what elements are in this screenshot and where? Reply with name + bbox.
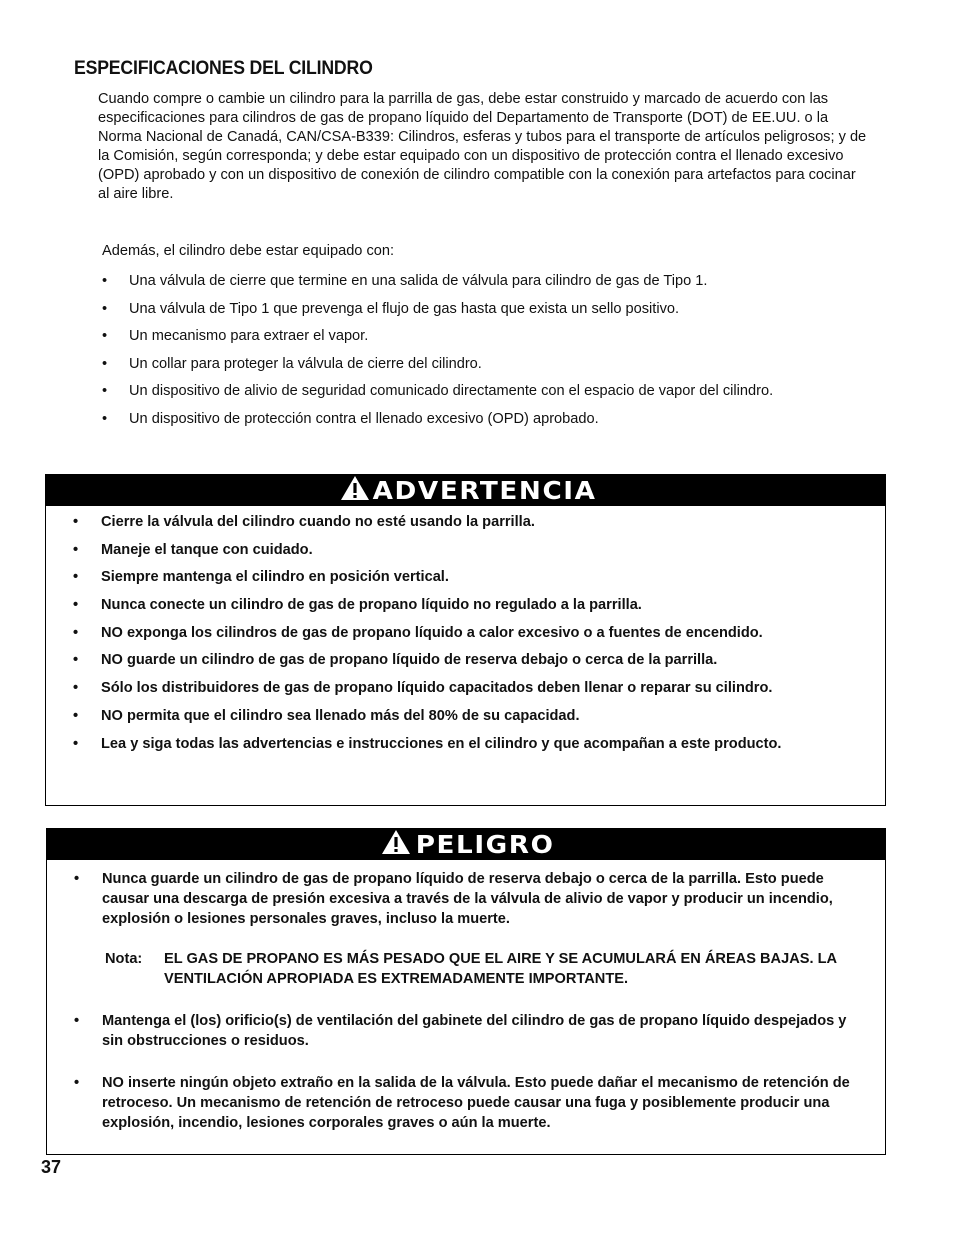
section-title: ESPECIFICACIONES DEL CILINDRO: [74, 58, 373, 79]
warning-triangle-icon: [340, 475, 370, 506]
list-item: • Cierre la válvula del cilindro cuando no esté usando la parrilla.: [73, 514, 535, 530]
list-item: • Mantenga el (los) orificio(s) de ventilación del gabinete del cilindro de gas de propano líquido despejados y sin obstrucciones o residuos.: [74, 1013, 847, 1049]
list-item: • Un dispositivo de protección contra el llenado excesivo (OPD) aprobado.: [102, 410, 599, 427]
list-item: • Una válvula de cierre que termine en una salida de válvula para cilindro de gas de Tipo 1.: [102, 273, 708, 289]
list-item: • Un mecanismo para extraer el vapor.: [102, 328, 369, 344]
advertencia-box: [45, 474, 886, 806]
page-number: 37: [41, 1157, 62, 1177]
list-item: • NO exponga los cilindros de gas de propano líquido a calor excesivo o a fuentes de encendido.: [73, 624, 763, 641]
list-item: • Un collar para proteger la válvula de cierre del cilindro.: [102, 355, 482, 372]
list-item: • Un dispositivo de alivio de seguridad comunicado directamente con el espacio de vapor del cilindro.: [102, 383, 774, 399]
equipment-list: [102, 272, 892, 437]
peligro-box: [46, 828, 886, 1155]
advertencia-banner: [46, 475, 885, 506]
intro-paragraph: Cuando compre o cambie un cilindro para la parrilla de gas, debe estar construido y marcado de acuerdo con las especificaciones para cilindros de gas de propano líquido del Departamento de Transporte (DOT) de EE.UU. o la Norma Nacional de Canadá, CAN/CSA-B339: Cilindros, esferas y tubos para el transporte de artículos peligrosos; y de la Comisión, según corresponda; y debe estar equipado con un dispositivo de protección contra el llenado excesivo (OPD) aprobado y con un dispositivo de conexión de cilindro compatible con la conexión para artefactos para cocinar al aire libre.: [98, 91, 867, 202]
peligro-title: PELIGRO: [415, 830, 555, 859]
advertencia-list: [73, 513, 863, 762]
list-item: • Una válvula de Tipo 1 que prevenga el flujo de gas hasta que exista un sello positivo.: [102, 300, 680, 317]
list-item: • Siempre mantenga el cilindro en posición vertical.: [73, 569, 449, 586]
list-item: • Nunca guarde un cilindro de gas de propano líquido de reserva debajo o cerca de la parrilla. Esto puede causar una descarga de presión excesiva a través de la válvula de alivio de vapor y producir un incendio, explosión o lesiones personales graves, incluso la muerte. Nota: EL GAS DE PROPANO ES MÁS PESADO QUE EL AIRE Y SE ACUMULARÁ EN ÁREAS BAJAS. LA VENTILACIÓN APROPIADA ES EXTREMADAMENTE IMPORTANTE.: [74, 869, 864, 989]
list-item: • Lea y siga todas las advertencias e instrucciones en el cilindro y que acompañan a este producto.: [73, 735, 782, 752]
note-text: EL GAS DE PROPANO ES MÁS PESADO QUE EL AIRE Y SE ACUMULARÁ EN ÁREAS BAJAS. LA VENTILACIÓN APROPIADA ES EXTREMADAMENTE IMPORTANTE.: [164, 951, 837, 987]
list-item: • NO guarde un cilindro de gas de propano líquido de reserva debajo o cerca de la parrilla.: [73, 652, 718, 669]
list-item: • NO permita que el cilindro sea llenado más del 80% de su capacidad.: [73, 707, 580, 724]
list-item: • NO inserte ningún objeto extraño en la salida de la válvula. Esto puede dañar el mecanismo de retención de retroceso. Un mecanismo de retención de retroceso puede causar una fuga y posiblemente producir una explosión, incendio, lesiones corporales graves o aún la muerte.: [74, 1075, 850, 1131]
note-label: Nota:: [105, 951, 143, 967]
list-item: • Maneje el tanque con cuidado.: [73, 541, 313, 558]
peligro-banner: [47, 829, 885, 860]
propane-note: [105, 949, 864, 989]
warning-triangle-icon: [381, 829, 411, 860]
peligro-list: [74, 869, 864, 1155]
equipment-lead: Además, el cilindro debe estar equipado con:: [102, 243, 395, 259]
advertencia-title: ADVERTENCIA: [372, 476, 597, 505]
list-item: • Sólo los distribuidores de gas de propano líquido capacitados deben llenar o reparar su cilindro.: [73, 680, 773, 697]
list-item: • Nunca conecte un cilindro de gas de propano líquido no regulado a la parrilla.: [73, 597, 642, 614]
